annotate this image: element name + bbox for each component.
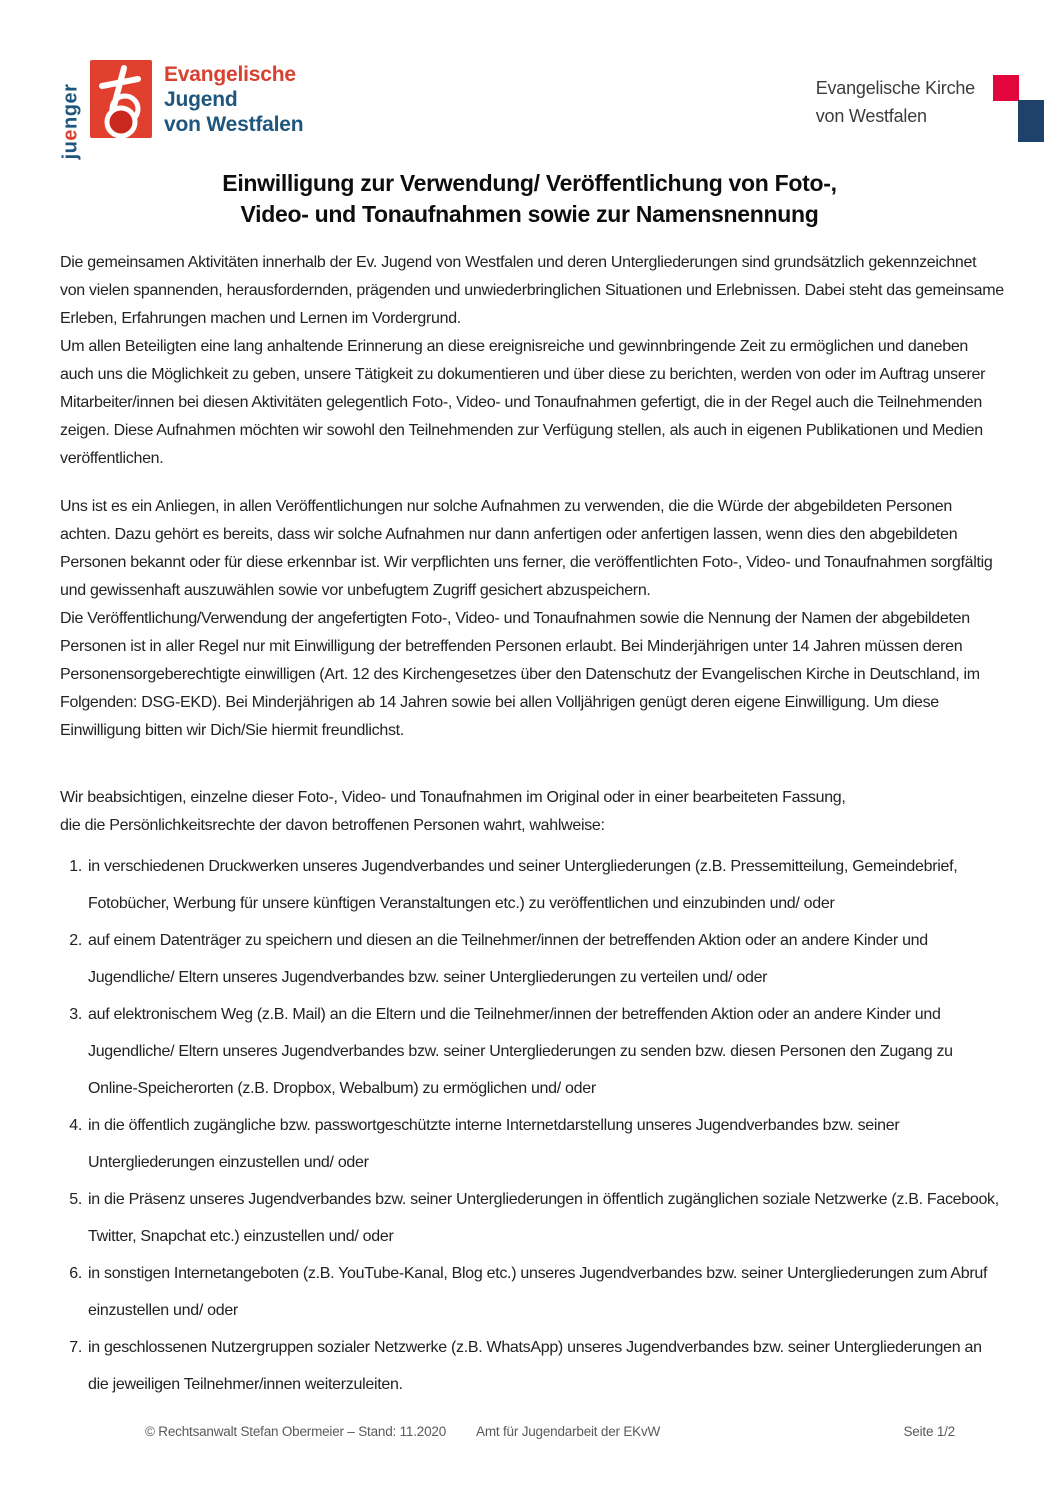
footer-department: Amt für Jugendarbeit der EKvW: [476, 1424, 661, 1439]
juenger-wordmark-line: Jugend: [164, 88, 238, 111]
list-item-number: 7.: [69, 1339, 82, 1356]
list-item: [60, 922, 1004, 996]
church-mark-icon: [993, 72, 1045, 144]
list-item: [60, 1255, 1004, 1329]
paragraph: Uns ist es ein Anliegen, in allen Veröffentlichungen nur solche Aufnahmen zu verwenden, die die Würde der abgebildeten Personen achten. Dazu gehört es bereits, dass wir solche Aufnahmen nur dann anfertigen oder anfertigen lassen, wenn dies den abgebildeten Personen bekannt oder für diese erkennbar ist. Wir verpflichten uns ferner, die veröffentlichten Foto-, Video- und Tonaufnahmen sorgfältig und gewissenhaft auszuwählen sowie vor unbefugtem Zugriff gesichert abzuspeichern.: [60, 498, 993, 599]
page-footer: [60, 1424, 999, 1439]
juenger-logo-wordmark: [164, 62, 303, 137]
church-brand-text: [816, 74, 975, 130]
page-title-line2: Video- und Tonaufnahmen sowie zur Namensnennung: [240, 201, 819, 227]
paragraph-block: [60, 784, 1004, 840]
list-item: [60, 1181, 1004, 1255]
list-item-number: 6.: [69, 1265, 82, 1282]
list-item-number: 5.: [69, 1191, 82, 1208]
list-item-number: 2.: [69, 932, 82, 949]
list-item: [60, 1107, 1004, 1181]
list-item-number: 4.: [69, 1117, 82, 1134]
juenger-vertical-label: [60, 83, 83, 161]
church-brand: [816, 72, 1045, 144]
list-item-number: 3.: [69, 1006, 82, 1023]
footer-page-number: Seite 1/2: [903, 1424, 955, 1439]
paragraph-block: [60, 249, 1004, 473]
body-blocks: [60, 249, 1004, 840]
paragraph: die die Persönlichkeitsrechte der davon betroffenen Personen wahrt, wahlweise:: [60, 817, 605, 834]
juenger-label-pre: ju: [59, 140, 82, 160]
paragraph: Die Veröffentlichung/Verwendung der angefertigten Foto-, Video- und Tonaufnahmen sowie die Nennung der Namen der abgebildeten Personen ist in aller Regel nur mit Einwilligung der betreffenden Personen erlaubt. Bei Minderjährigen unter 14 Jahren müssen deren Personensorgeberechtigte einwilligen (Art. 12 des Kirchengesetzes über den Datenschutz der Evangelischen Kirche in Deutschland, im Folgenden: DSG-EKD). Bei Minderjährigen ab 14 Jahren sowie bei allen Volljährigen genügt deren eigene Einwilligung. Um diese Einwilligung bitten wir Dich/Sie hiermit freundlichst.: [60, 610, 980, 739]
list-item-text: in die Präsenz unseres Jugendverbandes bzw. seiner Untergliederungen in öffentlich zugänglichen soziale Netzwerke (z.B. Facebook, Twitter, Snapchat etc.) einzustellen und/ oder: [88, 1191, 999, 1245]
list-item-text: auf einem Datenträger zu speichern und diesen an die Teilnehmer/innen der betreffenden Aktion oder an andere Kinder und Jugendliche/ Eltern unseres Jugendverbandes bzw. seiner Untergliederungen zu verteilen und/ oder: [88, 932, 928, 986]
list-item-text: auf elektronischem Weg (z.B. Mail) an die Eltern und die Teilnehmer/innen der betreffenden Aktion oder an andere Kinder und Jugendliche/ Eltern unseres Jugendverbandes bzw. seiner Untergliederungen zu senden bzw. diesen Personen den Zugang zu Online-Speicherorten (z.B. Dropbox, Webalbum) zu ermöglichen und/ oder: [88, 1006, 953, 1097]
church-brand-line1: Evangelische Kirche: [815, 78, 975, 98]
church-mark-red-square: [993, 75, 1019, 101]
list-item-text: in sonstigen Internetangeboten (z.B. YouTube-Kanal, Blog etc.) unseres Jugendverbandes bzw. seiner Untergliederungen zum Abruf einzustellen und/ oder: [88, 1265, 988, 1319]
purpose-list: [60, 848, 1004, 1403]
church-brand-line2: von Westfalen: [815, 106, 927, 126]
juenger-wordmark-line: von Westfalen: [164, 113, 304, 136]
list-item: [60, 996, 1004, 1107]
paragraph: Wir beabsichtigen, einzelne dieser Foto-, Video- und Tonaufnahmen im Original oder in einer bearbeiteten Fassung,: [60, 789, 846, 806]
list-item-text: in die öffentlich zugängliche bzw. passwortgeschützte interne Internetdarstellung unseres Jugendverbandes bzw. seiner Untergliederungen einzustellen und/ oder: [88, 1117, 900, 1171]
paragraph-block: [60, 493, 1004, 745]
footer-copyright: © Rechtsanwalt Stefan Obermeier – Stand: 11.2020: [145, 1424, 447, 1439]
paragraph: Um allen Beteiligten eine lang anhaltende Erinnerung an diese ereignisreiche und gewinnbringende Zeit zu ermöglichen und daneben auch uns die Möglichkeit zu geben, unsere Tätigkeit zu dokumentieren und über diese zu berichten, werden von oder im Auftrag unserer Mitarbeiter/innen bei diesen Aktivitäten gelegentlich Foto-, Video- und Tonaufnahmen gefertigt, die in der Regel auch die Teilnehmenden zeigen. Diese Aufnahmen möchten wir sowohl den Teilnehmenden zur Verfügung stellen, als auch in eigenen Publikationen und Medien veröffentlichen.: [60, 338, 986, 467]
document-body: [60, 249, 1004, 1403]
page-title: [0, 168, 1059, 230]
list-item-number: 1.: [69, 858, 82, 875]
list-item-text: in verschiedenen Druckwerken unseres Jugendverbandes und seiner Untergliederungen (z.B. Pressemitteilung, Gemeindebrief, Fotobücher, Werbung für unsere künftigen Veranstaltungen etc.) zu veröffentlichen und einzubinden und/ oder: [88, 858, 958, 912]
juenger-figure-icon: [90, 60, 152, 138]
juenger-wordmark-line: Evangelische: [164, 63, 296, 86]
church-mark-blue-rect: [1018, 100, 1044, 142]
juenger-label-accent: e: [59, 128, 82, 141]
list-item-text: in geschlossenen Nutzergruppen sozialer Netzwerke (z.B. WhatsApp) unseres Jugendverbandes bzw. seiner Untergliederungen an die jeweiligen Teilnehmer/innen weiterzuleiten.: [88, 1339, 982, 1393]
list-item: [60, 1329, 1004, 1403]
juenger-label-post: nger: [59, 83, 82, 129]
page-title-line1: Einwilligung zur Verwendung/ Veröffentlichung von Foto-,: [222, 170, 837, 196]
list-item: [60, 848, 1004, 922]
paragraph: Die gemeinsamen Aktivitäten innerhalb der Ev. Jugend von Westfalen und deren Untergliederungen sind grundsätzlich gekennzeichnet von vielen spannenden, herausfordernden, prägenden und unwiederbringlichen Situationen und Erlebnissen. Dabei steht das gemeinsame Erleben, Erfahrungen machen und Lernen im Vordergrund.: [60, 254, 1004, 327]
